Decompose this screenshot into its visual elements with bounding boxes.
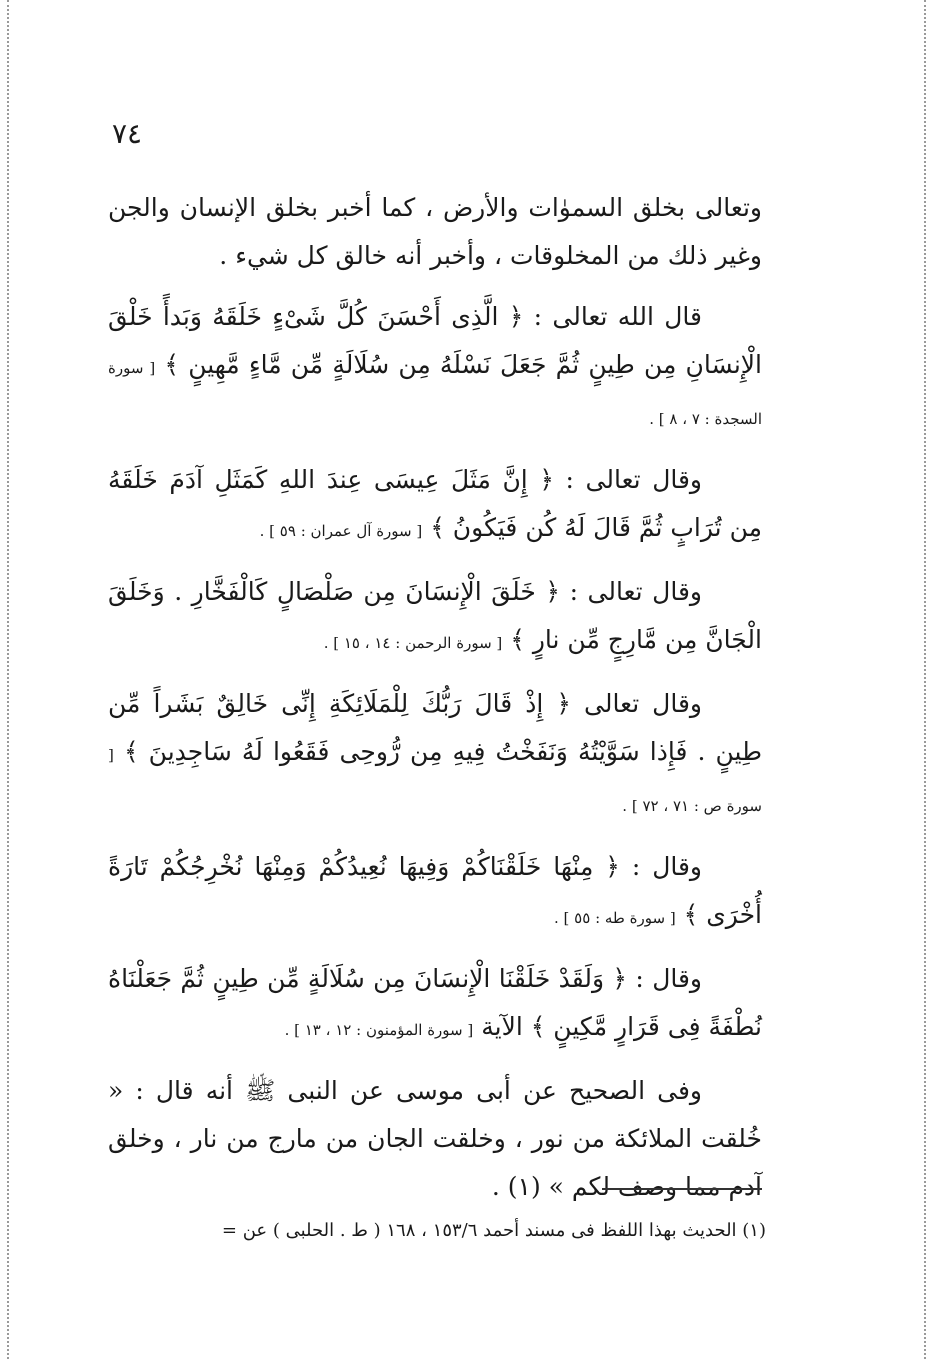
paragraph-intro: وتعالى بخلق السموٰات والأرض ، كما أخبر بخلق الإنسان والجن وغير ذلك من المخلوقات ، وأخبر أنه خالق كل شيء . (108, 193, 762, 270)
footnote: (١) الحديث بهذا اللفظ فى مسند أحمد ١٥٣/٦ ، ١٦٨ ( ط . الحلبى ) عن = (221, 1220, 766, 1241)
paragraph-verse-sad: وقال تعالى ﴿ إِذْ قَالَ رَبُّكَ لِلْمَلَائِكَةِ إِنِّى خَالِقٌ بَشَراً مِّن طِينٍ . فَإِذا سَوَّيْتُهُ وَنَفَخْتُ فِيهِ مِن رُّوحِى فَقَعُوا لَهُ سَاجِدِينَ ﴾ [ سورة ص : ٧١ ، ٧٢ ] . (108, 689, 762, 815)
verse-reference: [ سورة المؤمنون : ١٢ ، ١٣ ] . (284, 1021, 474, 1039)
paragraph-verse-sajdah: قال الله تعالى : ﴿ الَّذِى أَحْسَنَ كُلَّ شَىْءٍ خَلَقَهُ وَبَدأً خَلْقَ الْإِنسَانِ مِن طِينٍ ثُمَّ جَعَلَ نَسْلَهُ مِن سُلَالَةٍ مِّن مَّاءٍ مَّهِينٍ ﴾ [ سورة السجدة : ٧ ، ٨ ] . (108, 302, 762, 428)
footnote-separator (602, 1188, 762, 1190)
paragraph-verse-taha: وقال : ﴿ مِنْهَا خَلَقْنَاكُمْ وَفِيهَا نُعِيدُكُمْ وَمِنْهَا نُخْرِجُكُمْ تَارَةً أُخْرَى ﴾ [ سورة طه : ٥٥ ] . (108, 852, 762, 929)
verse-reference: [ سورة طه : ٥٥ ] . (554, 909, 676, 927)
verse-reference: [ سورة الرحمن : ١٤ ، ١٥ ] . (323, 634, 503, 652)
verse-reference: [ سورة ص : ٧١ ، ٧٢ ] . (108, 746, 762, 815)
verse-reference: [ سورة السجدة : ٧ ، ٨ ] . (108, 359, 762, 428)
main-text (108, 184, 762, 1224)
paragraph-verse-rahman: وقال تعالى : ﴿ خَلَقَ الْإِنسَانَ مِن صَلْصَالٍ كَالْفَخَّارِ . وَخَلَقَ الْجَانَّ مِن مَّارِجٍ مِّن نارٍ ﴾ [ سورة الرحمن : ١٤ ، ١٥ ] . (108, 577, 762, 654)
paragraph-verse-al-imran: وقال تعالى : ﴿ إِنَّ مَثَلَ عِيسَى عِندَ اللهِ كَمَثَلِ آدَمَ خَلَقَهُ مِن تُرَابٍ ثُمَّ قَالَ لَهُ كُن فَيَكُونُ ﴾ [ سورة آل عمران : ٥٩ ] . (108, 465, 762, 542)
page-number: ٧٤ (112, 117, 143, 150)
paragraph-verse-muminun: وقال : ﴿ وَلَقَدْ خَلَقْنَا الْإِنسَانَ مِن سُلَالَةٍ مِّن طِينٍ ثُمَّ جَعَلْنَاهُ نُطْفَةً فِى قَرَارٍ مَّكِينٍ ﴾ الآية [ سورة المؤمنون : ١٢ ، ١٣ ] . (108, 964, 762, 1041)
left-margin-dotted-line (7, 0, 9, 1359)
verse-reference: [ سورة آل عمران : ٥٩ ] . (259, 522, 423, 540)
paragraph-hadith: وفى الصحيح عن أبى موسى عن النبى ﷺ أنه قال : « خُلقت الملائكة من نور ، وخلقت الجان من مارج من نار ، وخلق آدم مما وصف لكم » (١) . (108, 1076, 762, 1201)
right-margin-dotted-line (924, 0, 926, 1359)
